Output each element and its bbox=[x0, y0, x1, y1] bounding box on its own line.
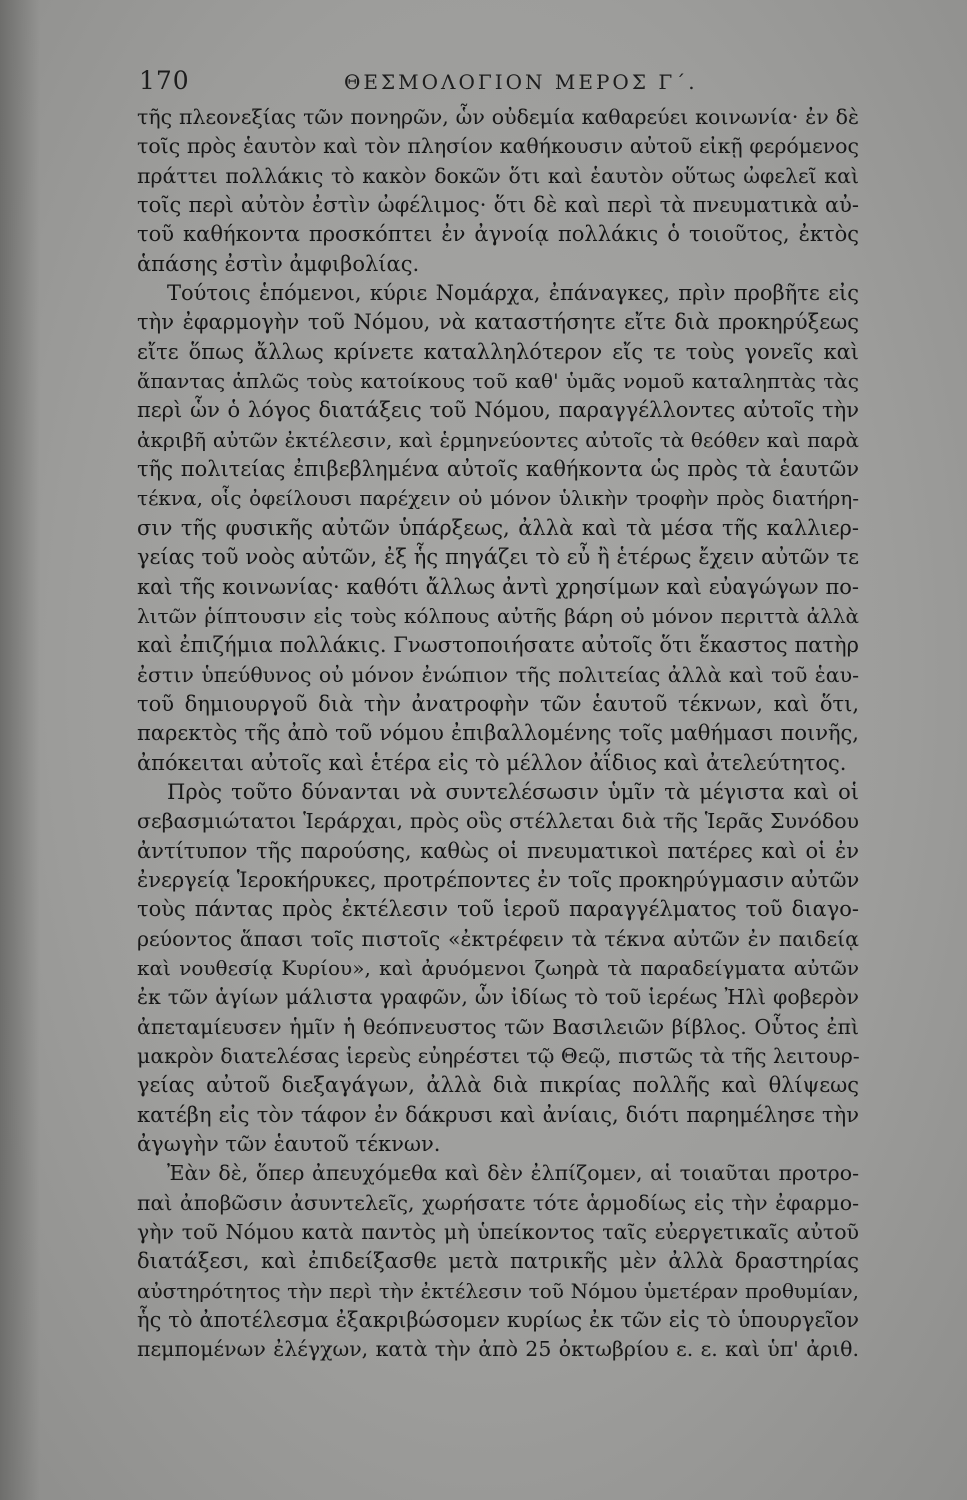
running-title: ΘΕΣΜΟΛΟΓΙΟΝ ΜΕΡΟΣ Γ΄. bbox=[344, 70, 698, 94]
text-line: ἁπάσης ἐστὶν ἀμφιβολίας. bbox=[137, 251, 420, 276]
text-line: τοῦ καθήκοντα προσκόπτει ἐν ἀγνοίᾳ πολλάκις ὁ τοιοῦτος, ἐκτὸς bbox=[137, 222, 859, 247]
text-line: πεμπομένων ἐλέγχων, κατὰ τὴν ἀπὸ 25 ὀκτωβρίου ε. ε. καὶ ὑπ' ἀριθ. bbox=[137, 1337, 859, 1362]
text-line: τῆς πλεονεξίας τῶν πονηρῶν, ὧν οὐδεμία καθαρεύει κοινωνία· ἐν δὲ bbox=[137, 105, 859, 129]
text-line: μακρὸν διατελέσας ἱερεὺς εὐηρέστει τῷ Θεῷ, πιστῶς τὰ τῆς λειτουρ- bbox=[137, 1044, 860, 1068]
text-line: γείας τοῦ νοὸς αὐτῶν, ἐξ ἧς πηγάζει τὸ εὖ ἢ ἑτέρως ἔχειν αὐτῶν τε bbox=[137, 545, 859, 570]
binding-shadow bbox=[0, 0, 40, 1500]
text-line: Πρὸς τοῦτο δύνανται νὰ συντελέσωσιν ὑμῖν τὰ μέγιστα καὶ οἱ bbox=[167, 779, 859, 804]
body-text bbox=[137, 103, 859, 1365]
text-line: καὶ ἐπιζήμια πολλάκις. Γνωστοποιήσατε αὐτοῖς ὅτι ἕκαστος πατὴρ bbox=[137, 633, 859, 658]
text-line: παὶ ἀποβῶσιν ἀσυντελεῖς, χωρήσατε τότε ἁρμοδίως εἰς τὴν ἐφαρμο- bbox=[137, 1190, 859, 1215]
text-line: λιτῶν ῥίπτουσιν εἰς τοὺς κόλπους αὐτῆς βάρη οὐ μόνον περιττὰ ἀλλὰ bbox=[137, 603, 859, 628]
text-line: σεβασμιώτατοι Ἱεράρχαι, πρὸς οὓς στέλλεται διὰ τῆς Ἱερᾶς Συνόδου bbox=[137, 809, 859, 834]
text-line: ἀγωγὴν τῶν ἑαυτοῦ τέκνων. bbox=[137, 1132, 441, 1157]
text-line: παρεκτὸς τῆς ἀπὸ τοῦ νόμου ἐπιβαλλομένης τοῖς μαθήμασι ποινῆς, bbox=[137, 721, 859, 746]
text-line: τοῖς περὶ αὐτὸν ἐστὶν ὠφέλιμος· ὅτι δὲ καὶ περὶ τὰ πνευματικὰ αὐ- bbox=[137, 193, 859, 218]
page-number: 170 bbox=[139, 66, 190, 95]
text-line: καὶ τῆς κοινωνίας· καθότι ἄλλως ἀντὶ χρησίμων καὶ εὐαγώγων πο- bbox=[137, 574, 859, 599]
text-line: πράττει πολλάκις τὸ κακὸν δοκῶν ὅτι καὶ ἑαυτὸν οὕτως ὠφελεῖ καὶ bbox=[137, 163, 859, 188]
text-line: ἐστιν ὑπεύθυνος οὐ μόνον ἐνώπιον τῆς πολιτείας ἀλλὰ καὶ τοῦ ἑαυ- bbox=[137, 662, 859, 687]
text-line: ἀπεταμίευσεν ἡμῖν ἡ θεόπνευστος τῶν Βασιλειῶν βίβλος. Οὗτος ἐπὶ bbox=[137, 1014, 859, 1039]
text-line: καὶ νουθεσίᾳ Κυρίου», καὶ ἀρυόμενοι ζωηρὰ τὰ παραδείγματα αὐτῶν bbox=[137, 955, 859, 980]
text-line: εἴτε ὅπως ἄλλως κρίνετε καταλληλότερον εἴς τε τοὺς γονεῖς καὶ bbox=[137, 339, 859, 364]
text-line: ἀκριβῆ αὐτῶν ἐκτέλεσιν, καὶ ἑρμηνεύοντες αὐτοῖς τὰ θεόθεν καὶ παρὰ bbox=[137, 427, 859, 452]
text-line: τοῦ δημιουργοῦ διὰ τὴν ἀνατροφὴν τῶν ἑαυτοῦ τέκνων, καὶ ὅτι, bbox=[137, 691, 859, 716]
text-line: ἧς τὸ ἀποτέλεσμα ἐξακριβώσομεν κυρίως ἐκ τῶν εἰς τὸ ὑπουργεῖον bbox=[137, 1308, 859, 1333]
text-line: περὶ ὧν ὁ λόγος διατάξεις τοῦ Νόμου, παραγγέλλοντες αὐτοῖς τὴν bbox=[137, 398, 859, 423]
text-line: σιν τῆς φυσικῆς αὐτῶν ὑπάρξεως, ἀλλὰ καὶ τὰ μέσα τῆς καλλιερ- bbox=[137, 515, 859, 540]
text-line: ἐκ τῶν ἁγίων μάλιστα γραφῶν, ὧν ἰδίως τὸ τοῦ ἱερέως Ἠλὶ φοβερὸν bbox=[137, 985, 859, 1010]
text-line: τὴν ἐφαρμογὴν τοῦ Νόμου, νὰ καταστήσητε εἴτε διὰ προκηρύξεως bbox=[137, 310, 859, 335]
text-line: Τούτοις ἑπόμενοι, κύριε Νομάρχα, ἐπάναγκες, πρὶν προβῆτε εἰς bbox=[167, 281, 859, 306]
text-line: τοῖς πρὸς ἑαυτὸν καὶ τὸν πλησίον καθήκουσιν αὐτοῦ εἰκῇ φερόμενος bbox=[137, 134, 859, 159]
text-line: ἀπόκειται αὐτοῖς καὶ ἑτέρα εἰς τὸ μέλλον ἀΐδιος καὶ ἀτελεύτητος. bbox=[137, 750, 847, 775]
text-line: ἀντίτυπον τῆς παρούσης, καθὼς οἱ πνευματικοὶ πατέρες καὶ οἱ ἐν bbox=[137, 838, 859, 863]
text-line: αὐστηρότητος τὴν περὶ τὴν ἐκτέλεσιν τοῦ Νόμου ὑμετέραν προθυμίαν, bbox=[137, 1278, 859, 1303]
page-header bbox=[139, 66, 859, 106]
text-line: τοὺς πάντας πρὸς ἐκτέλεσιν τοῦ ἱεροῦ παραγγέλματος τοῦ διαγο- bbox=[137, 897, 859, 922]
text-line: διατάξεσι, καὶ ἐπιδείξασθε μετὰ πατρικῆς μὲν ἀλλὰ δραστηρίας bbox=[137, 1249, 859, 1274]
text-line: Ἐὰν δὲ, ὅπερ ἀπευχόμεθα καὶ δὲν ἐλπίζομεν, αἱ τοιαῦται προτρο- bbox=[167, 1161, 859, 1186]
text-line: ρεύοντος ἅπασι τοῖς πιστοῖς «ἐκτρέφειν τὰ τέκνα αὐτῶν ἐν παιδείᾳ bbox=[137, 926, 859, 951]
text-line: γείας αὐτοῦ διεξαγάγων, ἀλλὰ διὰ πικρίας πολλῆς καὶ θλίψεως bbox=[137, 1073, 859, 1098]
text-line: κατέβη εἰς τὸν τάφον ἐν δάκρυσι καὶ ἀνίαις, διότι παρημέλησε τὴν bbox=[137, 1102, 859, 1127]
text-line: ἐνεργείᾳ Ἱεροκήρυκες, προτρέποντες ἐν τοῖς προκηρύγμασιν αὐτῶν bbox=[137, 867, 860, 892]
text-line: γὴν τοῦ Νόμου κατὰ παντὸς μὴ ὑπείκοντος ταῖς εὐεργετικαῖς αὐτοῦ bbox=[137, 1220, 859, 1245]
text-line: ἅπαντας ἁπλῶς τοὺς κατοίκους τοῦ καθ' ὑμᾶς νομοῦ καταληπτὰς τὰς bbox=[137, 369, 859, 394]
text-line: τῆς πολιτείας ἐπιβεβλημένα αὐτοῖς καθήκοντα ὡς πρὸς τὰ ἑαυτῶν bbox=[137, 457, 859, 482]
text-line: τέκνα, οἷς ὀφείλουσι παρέχειν οὐ μόνον ὑλικὴν τροφὴν πρὸς διατήρη- bbox=[137, 486, 859, 511]
